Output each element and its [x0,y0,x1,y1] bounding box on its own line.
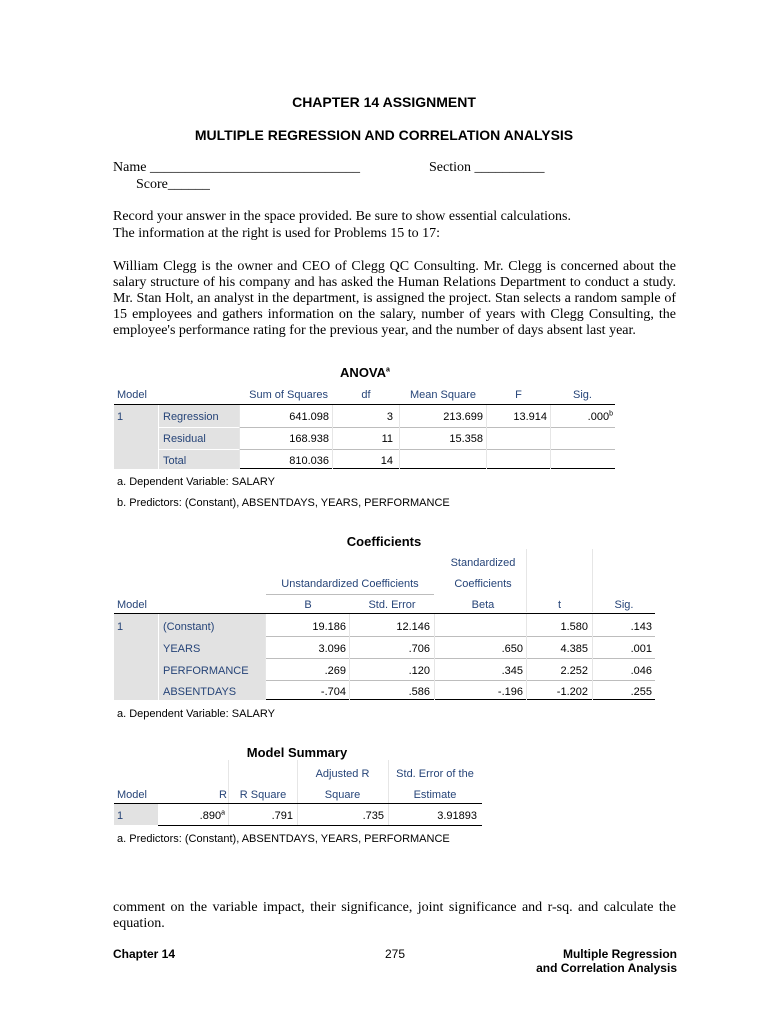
coef-row-rule [266,680,655,681]
score-label: Score [136,177,168,192]
coef-row-rule [266,636,655,637]
anova-cell-ms: 213.699 [443,411,483,423]
anova-row-label: Residual [163,433,206,445]
coef-grid-line [592,614,593,700]
coef-cell-sig: .001 [630,643,652,655]
ms-grid-line [297,804,298,825]
ms-header-grid [297,760,298,803]
coefficients-title: Coefficients [346,534,422,549]
coef-cell-t: 1.580 [560,621,588,633]
anova-grid-line [486,405,487,469]
anova-cell-sig [551,411,613,423]
footer-title-line1: Multiple Regression [562,947,677,961]
question-text: comment on the variable impact, their significance, joint significance and r-sq. and calculate the equation. [113,900,676,931]
coef-cell-sig: .046 [630,665,652,677]
ms-cell-adj: .735 [362,810,384,822]
anova-header-ss: Sum of Squares [249,389,328,401]
ms-header-r: R [219,789,227,801]
footer-title-line2: and Correlation Analysis [536,961,677,975]
coef-cell-b: .269 [324,665,346,677]
ms-r-value: .890 [199,810,222,822]
coef-header-std-line1: Standardized [450,557,516,569]
coef-header-unstd: Unstandardized Coefficients [281,578,419,590]
coef-row-rule [266,658,655,659]
section-label: Section [429,160,471,175]
anova-grid-line [399,405,400,469]
anova-row-rule [240,427,615,428]
ms-header-r2: R Square [239,789,287,801]
coef-header-b: B [304,599,312,611]
coef-grid-line [434,614,435,700]
ms-cell-r [160,810,225,822]
anova-cell-ms: 15.358 [449,433,483,445]
coef-grid-line [265,614,266,700]
anova-sig-value: .000 [587,411,610,423]
coef-row-label: YEARS [163,643,201,655]
coef-cell-sig: .255 [630,686,652,698]
footer-running-title [480,947,677,975]
ms-cell-se: 3.91893 [437,810,477,822]
coef-header-subrule [266,594,434,595]
coef-row-label: ABSENTDAYS [163,686,237,698]
ms-grid-line [388,804,389,825]
ms-cell-r2: .791 [271,810,293,822]
coef-header-std-line2: Coefficients [454,578,512,590]
anova-row-label: Regression [163,411,219,423]
ms-header-se-line1: Std. Error of the [396,768,474,780]
coef-cell-t: 4.385 [560,643,588,655]
ms-bottom-rule [158,825,482,826]
coef-cell-sig: .143 [630,621,652,633]
coef-header-se: Std. Error [368,599,416,611]
coef-model-number: 1 [117,621,124,633]
score-field [136,177,210,193]
ms-r-footnote: a [221,809,225,817]
anova-label-divider [158,449,240,450]
anova-grid-line [332,405,333,469]
anova-header-f: F [515,389,522,401]
anova-bottom-rule [240,468,615,469]
coef-cell-se: 12.146 [396,621,430,633]
coef-cell-t: -1.202 [556,686,588,698]
coef-cell-beta: .345 [501,665,523,677]
instruction-line-2: The information at the right is used for Problems 15 to 17: [113,226,441,241]
anova-footnote-a: a. Dependent Variable: SALARY [117,476,275,488]
coef-row-label: PERFORMANCE [163,665,249,677]
coef-cell-t: 2.252 [560,665,588,677]
coef-cell-b: 19.186 [312,621,346,633]
ms-model-number: 1 [117,810,124,822]
anova-cell-ss: 168.938 [289,433,329,445]
page-title: CHAPTER 14 ASSIGNMENT [292,94,476,110]
anova-footnote-b: b. Predictors: (Constant), ABSENTDAYS, YEARS, PERFORMANCE [117,497,450,509]
section-field [429,160,545,176]
anova-cell-df: 3 [386,411,393,423]
coef-grid-line [349,614,350,700]
anova-header-sig: Sig. [573,389,592,401]
anova-row-rule [240,449,615,450]
section-blank: __________ [474,160,545,175]
coef-header-model: Model [117,599,147,611]
problem-paragraph: William Clegg is the owner and CEO of Clegg QC Consulting. Mr. Clegg is concerned about the salary structure of his company and has asked the Human Relations Department to conduct a study. Mr. Stan Holt, an analyst in the department, is assigned the project. Stan selects a random sample of 15 employees and gathers information on the salary, number of years with Clegg Consulting, the employee's performance rating for the previous year, and the number of days absent last year. [113,259,676,338]
anova-header-model: Model [117,389,147,401]
ms-header-adj-line1: Adjusted R [315,768,370,780]
anova-column-divider [158,405,159,469]
footer-chapter: Chapter 14 [113,947,176,961]
anova-cell-ss: 641.098 [289,411,329,423]
ms-header-adj-line2: Square [324,789,361,801]
anova-cell-df: 11 [381,433,393,445]
coef-bottom-rule [266,699,655,700]
coef-cell-b: -.704 [320,686,346,698]
footer-page-number: 275 [384,947,406,961]
anova-label-divider [158,427,240,428]
name-label: Name [113,160,147,175]
coef-header-beta: Beta [471,599,495,611]
coef-row-label: (Constant) [163,621,215,633]
coef-cell-se: .120 [408,665,430,677]
coef-header-sig: Sig. [614,599,634,611]
anova-title-footnote: a [386,366,390,374]
ms-header-grid [388,760,389,803]
anova-sig-footnote: b [609,410,613,418]
anova-header-df: df [361,389,371,401]
score-blank: ______ [167,177,210,192]
anova-cell-df: 14 [380,455,393,467]
ms-header-model: Model [117,789,147,801]
anova-model-number: 1 [117,411,124,423]
coef-cell-se: .706 [408,643,430,655]
coef-header-t: t [557,599,562,611]
anova-title-text: ANOVA [340,365,387,380]
ms-grid-line [228,804,229,825]
anova-cell-f: 13.914 [513,411,547,423]
ms-footnote-a: a. Predictors: (Constant), ABSENTDAYS, YEARS, PERFORMANCE [117,833,450,845]
coef-cell-beta: .650 [501,643,523,655]
coef-grid-line [526,614,527,700]
name-field [113,160,360,176]
model-summary-title: Model Summary [246,745,348,760]
anova-grid-line [550,405,551,469]
anova-title [300,365,430,380]
coef-cell-b: 3.096 [318,643,346,655]
anova-grid-line [239,405,240,469]
coef-cell-se: .586 [408,686,430,698]
ms-header-rule [114,803,482,804]
coef-column-divider [158,614,159,700]
anova-header-ms: Mean Square [409,389,477,401]
anova-cell-ss: 810.036 [289,455,329,467]
instruction-line-1: Record your answer in the space provided. Be sure to show essential calculations. [113,209,571,224]
page-subtitle: MULTIPLE REGRESSION AND CORRELATION ANALYSIS [194,127,574,143]
coef-cell-beta: -.196 [497,686,523,698]
anova-row-label: Total [163,455,187,467]
name-blank: ______________________________ [149,160,360,175]
coef-footnote-a: a. Dependent Variable: SALARY [117,708,275,720]
ms-header-se-line2: Estimate [413,789,457,801]
ms-header-grid [228,760,229,803]
